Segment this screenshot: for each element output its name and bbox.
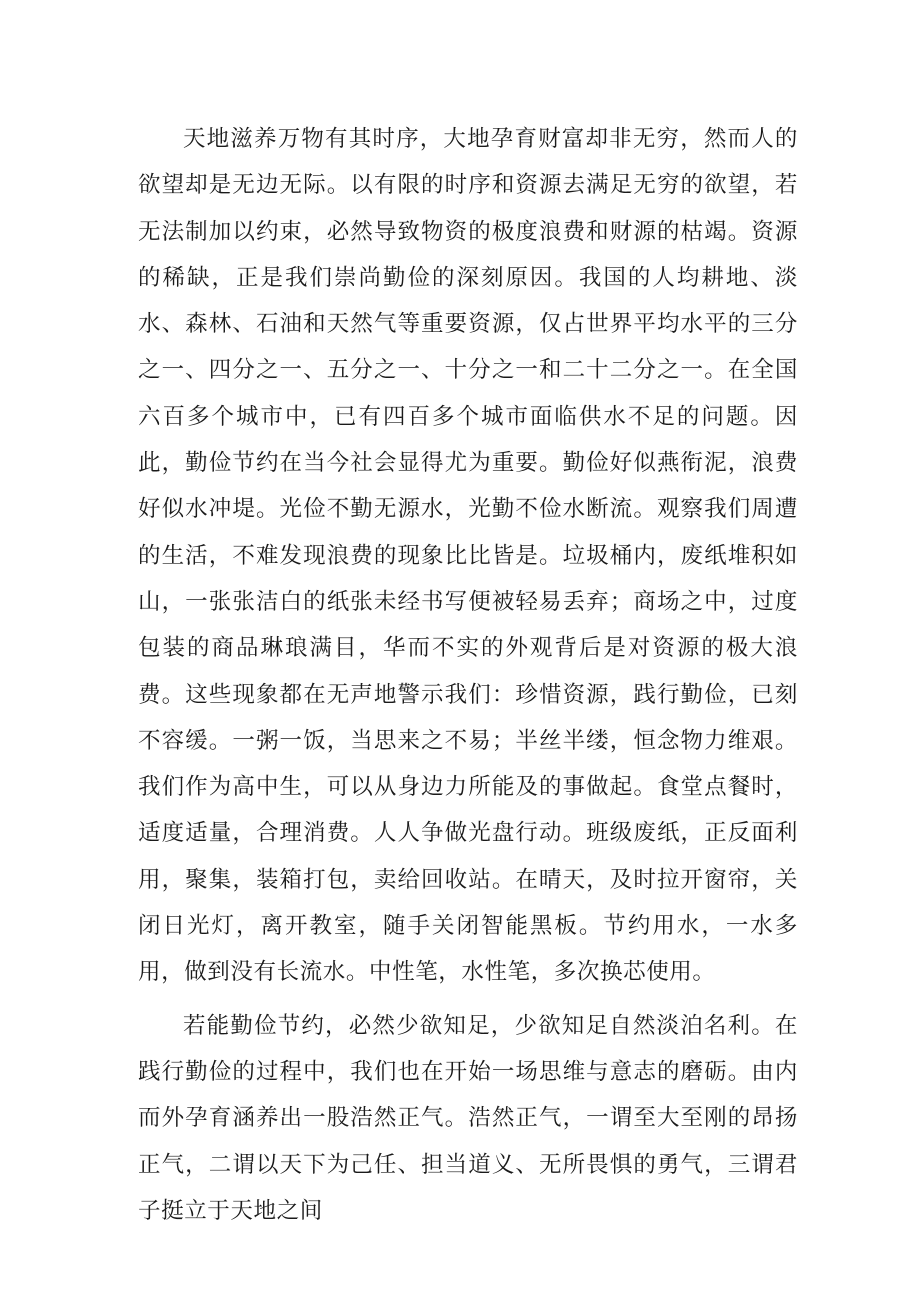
paragraph-2: 若能勤俭节约，必然少欲知足，少欲知足自然淡泊名利。在践行勤俭的过程中，我们也在开始一场思维与意志的磨砺。由内而外孕育涵养出一股浩然正气。浩然正气，一谓至大至刚的昂扬正气，二谓以天下为己任、担当道义、无所畏惧的勇气，三谓君子挺立于天地之间 xyxy=(138,1012,798,1224)
paragraph-1: 天地滋养万物有其时序，大地孕育财富却非无穷，然而人的欲望却是无边无际。以有限的时序和资源去满足无穷的欲望，若无法制加以约束，必然导致物资的极度浪费和财源的枯竭。资源的稀缺，正是我们崇尚勤俭的深刻原因。我国的人均耕地、淡水、森林、石油和天然气等重要资源，仅占世界平均水平的三分之一、四分之一、五分之一、十分之一和二十二分之一。在全国六百多个城市中，已有四百多个城市面临供水不足的问题。因此，勤俭节约在当今社会显得尤为重要。勤俭好似燕衔泥，浪费好似水冲堤。光俭不勤无源水，光勤不俭水断流。观察我们周遭的生活，不难发现浪费的现象比比皆是。垃圾桶内，废纸堆积如山，一张张洁白的纸张未经书写便被轻易丢弃；商场之中，过度包装的商品琳琅满目，华而不实的外观背后是对资源的极大浪费。这些现象都在无声地警示我们：珍惜资源，践行勤俭，已刻不容缓。一粥一饭，当思来之不易；半丝半缕，恒念物力维艰。我们作为高中生，可以从身边力所能及的事做起。食堂点餐时，适度适量，合理消费。人人争做光盘行动。班级废纸，正反面利用，聚集，装箱打包，卖给回收站。在晴天，及时拉开窗帘，关闭日光灯，离开教室，随手关闭智能黑板。节约用水，一水多用，做到没有长流水。中性笔，水性笔，多次换芯使用。 xyxy=(138,126,798,986)
document-body xyxy=(138,116,798,1234)
